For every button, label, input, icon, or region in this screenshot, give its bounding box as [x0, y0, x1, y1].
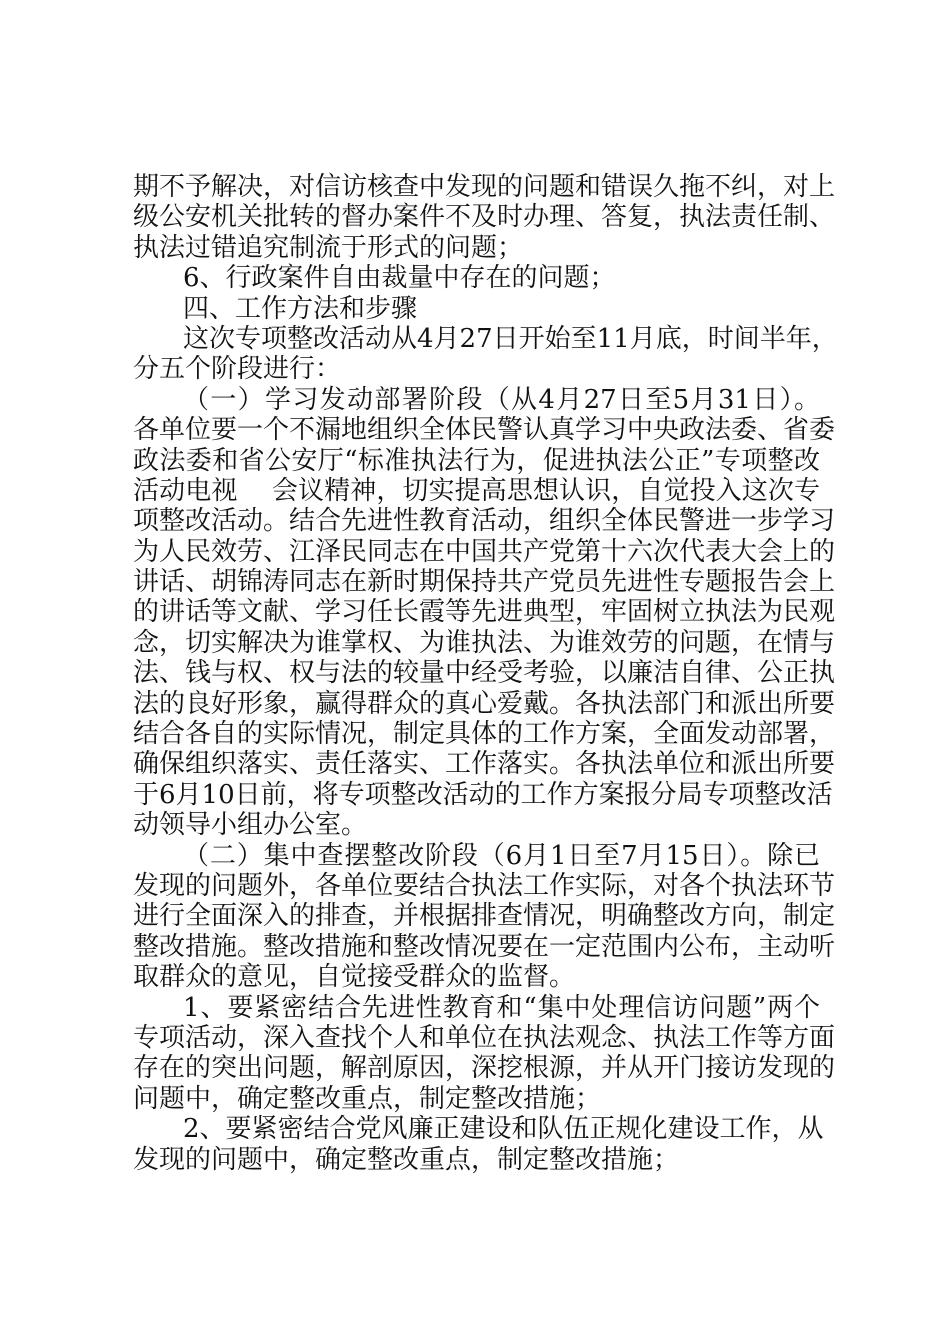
text-line: 结合各自的实际情况，制定具体的工作方案，全面发动部署， — [133, 719, 836, 750]
paragraph — [133, 294, 820, 324]
text-line: 存在的突出问题，解剖原因，深挖根源，并从开门接访发现的 — [133, 1053, 836, 1084]
text-line: （二）集中查摆整改阶段（6月1日至7月15日）。除已 — [183, 840, 820, 871]
paragraph — [133, 840, 836, 993]
text-line: 取群众的意见，自觉接受群众的监督。 — [133, 962, 576, 993]
text-line: 四、工作方法和步骤 — [183, 293, 418, 324]
text-line: 的讲话等文献、学习任长霞等先进典型，牢固树立执法为民观 — [133, 597, 836, 628]
paragraph — [133, 1114, 824, 1175]
text-line: 于6月10日前，将专项整改活动的工作方案报分局专项整改活 — [133, 779, 833, 810]
text-line: 发现的问题外，各单位要结合执法工作实际，对各个执法环节 — [133, 870, 836, 901]
text-line: 法、钱与权、权与法的较量中经受考验，以廉洁自律、公正执 — [133, 658, 836, 689]
text-line: 动领导小组办公室。 — [133, 810, 368, 841]
paragraph — [133, 263, 820, 293]
text-line: 1、要紧密结合先进性教育和“集中处理信访问题”两个 — [183, 992, 820, 1023]
text-line: 整改措施。整改措施和整改情况要在一定范围内公布，主动听 — [133, 931, 836, 962]
text-line: 期不予解决，对信访核查中发现的问题和错误久拖不纠，对上 — [133, 172, 836, 202]
text-line: 活动电视 会议精神，切实提高思想认识，自觉投入这次专 — [133, 475, 820, 506]
paragraph — [133, 992, 836, 1115]
text-line: 各单位要一个不漏地组织全体民警认真学习中央政法委、省委 — [133, 415, 836, 446]
paragraph — [133, 172, 836, 263]
paragraph — [133, 384, 836, 841]
text-line: 问题中，确定整改重点，制定整改措施； — [133, 1083, 602, 1114]
text-line: 执法过错追究制流于形式的问题； — [133, 232, 524, 263]
text-line: 这次专项整改活动从4月27日开始至11月底，时间半年， — [183, 323, 838, 354]
text-line: 法的良好形象，赢得群众的真心爱戴。各执法部门和派出所要 — [133, 688, 836, 719]
text-line: 政法委和省公安厅“标准执法行为，促进执法公正”专项整改 — [133, 445, 820, 476]
text-line: 6、行政案件自由裁量中存在的问题； — [183, 263, 616, 294]
text-line: 发现的问题中，确定整改重点，制定整改措施； — [133, 1144, 680, 1175]
text-line: 念，切实解决为谁掌权、为谁执法、为谁效劳的问题，在情与 — [133, 627, 836, 658]
text-line: 级公安机关批转的督办案件不及时办理、答复，执法责任制、 — [133, 202, 836, 233]
paragraph — [133, 323, 838, 385]
text-line: 为人民效劳、江泽民同志在中国共产党第十六次代表大会上的 — [133, 536, 836, 567]
text-line: 讲话、胡锦涛同志在新时期保持共产党员先进性专题报告会上 — [133, 567, 836, 598]
text-line: 确保组织落实、责任落实、工作落实。各执法单位和派出所要 — [133, 749, 836, 780]
text-line: 专项活动，深入查找个人和单位在执法观念、执法工作等方面 — [133, 1022, 836, 1053]
text-line: 分五个阶段进行： — [133, 354, 342, 385]
text-line: 2、要紧密结合党风廉正建设和队伍正规化建设工作，从 — [183, 1114, 824, 1145]
text-line: 进行全面深入的排查，并根据排查情况，明确整改方向，制定 — [133, 901, 836, 932]
document-body — [133, 172, 838, 1175]
text-line: 项整改活动。结合先进性教育活动，组织全体民警进一步学习 — [133, 506, 836, 537]
text-line: （一）学习发动部署阶段（从4月27日至5月31日）。 — [183, 384, 820, 415]
